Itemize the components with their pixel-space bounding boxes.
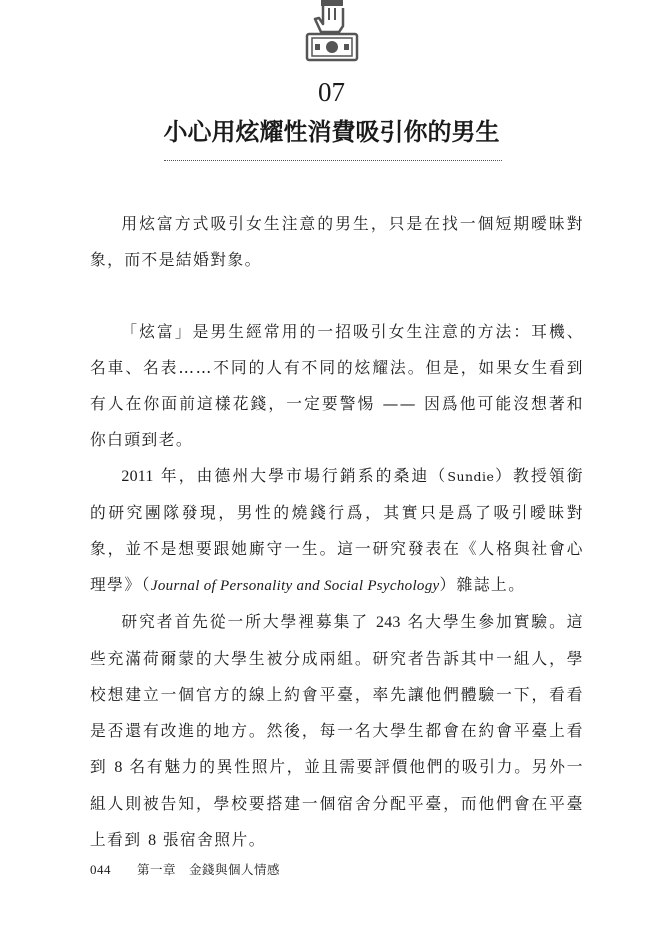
- hand-money-icon: [299, 0, 365, 66]
- p3-text-b: ）教授領銜的研究團隊發現，男性的燒錢行爲，其實只是爲了吸引曖昧對象，並不是想要跟她廝守一生。這一研究發表在《人格與社會心理學》（: [90, 466, 584, 594]
- journal-title: Journal of Personality and Social Psychology: [150, 578, 440, 594]
- paragraph-1: 用炫富方式吸引女生注意的男生，只是在找一個短期曖昧對象，而不是結婚對象。: [90, 214, 584, 269]
- body-text: [90, 206, 584, 859]
- chapter-title: 小心用炫耀性消費吸引你的男生: [163, 117, 500, 146]
- running-chapter-label: 第一章 金錢與個人情感: [137, 862, 281, 877]
- paragraph-2: 「炫富」是男生經常用的一招吸引女生注意的方法：耳機、名車、名表……不同的人有不同的炫耀法。但是，如果女生看到有人在你面前這樣花錢，一定要警惕 —— 因爲他可能沒想著和你白頭到老。: [90, 322, 584, 449]
- p4-text-b: 名大學生參加實驗。這些充滿荷爾蒙的大學生被分成兩組。研究者告訴其中一組人，學校想建立一個官方的線上約會平臺，率先讓他們體驗一下，看看是否還有改進的地方。然後，每一名大學生都會在約會平臺上看到: [90, 612, 584, 776]
- page-number: 044: [90, 862, 111, 877]
- participant-count: 243: [376, 614, 401, 631]
- researcher-name: Sundie: [447, 469, 495, 484]
- p4-text-a: 研究者首先從一所大學裡募集了: [121, 612, 377, 631]
- paragraph-4: [90, 604, 584, 859]
- photo-count: 8: [114, 759, 123, 776]
- p3-text-a: 年，由德州大學市場行銷系的桑迪（: [153, 466, 448, 485]
- p3-text-c: ）雜誌上。: [439, 575, 526, 594]
- paragraph-3: [90, 458, 584, 604]
- p4-text-d: 張宿舍照片。: [156, 830, 266, 849]
- paragraph-gap: [90, 278, 584, 314]
- p4-text-c: 名有魅力的異性照片，並且需要評價他們的吸引力。另外一組人則被告知，學校要搭建一個宿舍分配平臺，而他們會在平臺上看到: [90, 757, 584, 849]
- title-divider: [164, 160, 502, 161]
- year: 2011: [121, 468, 154, 485]
- dorm-photo-count: 8: [148, 832, 157, 849]
- chapter-number: 07: [318, 77, 345, 107]
- page-footer: [90, 860, 280, 880]
